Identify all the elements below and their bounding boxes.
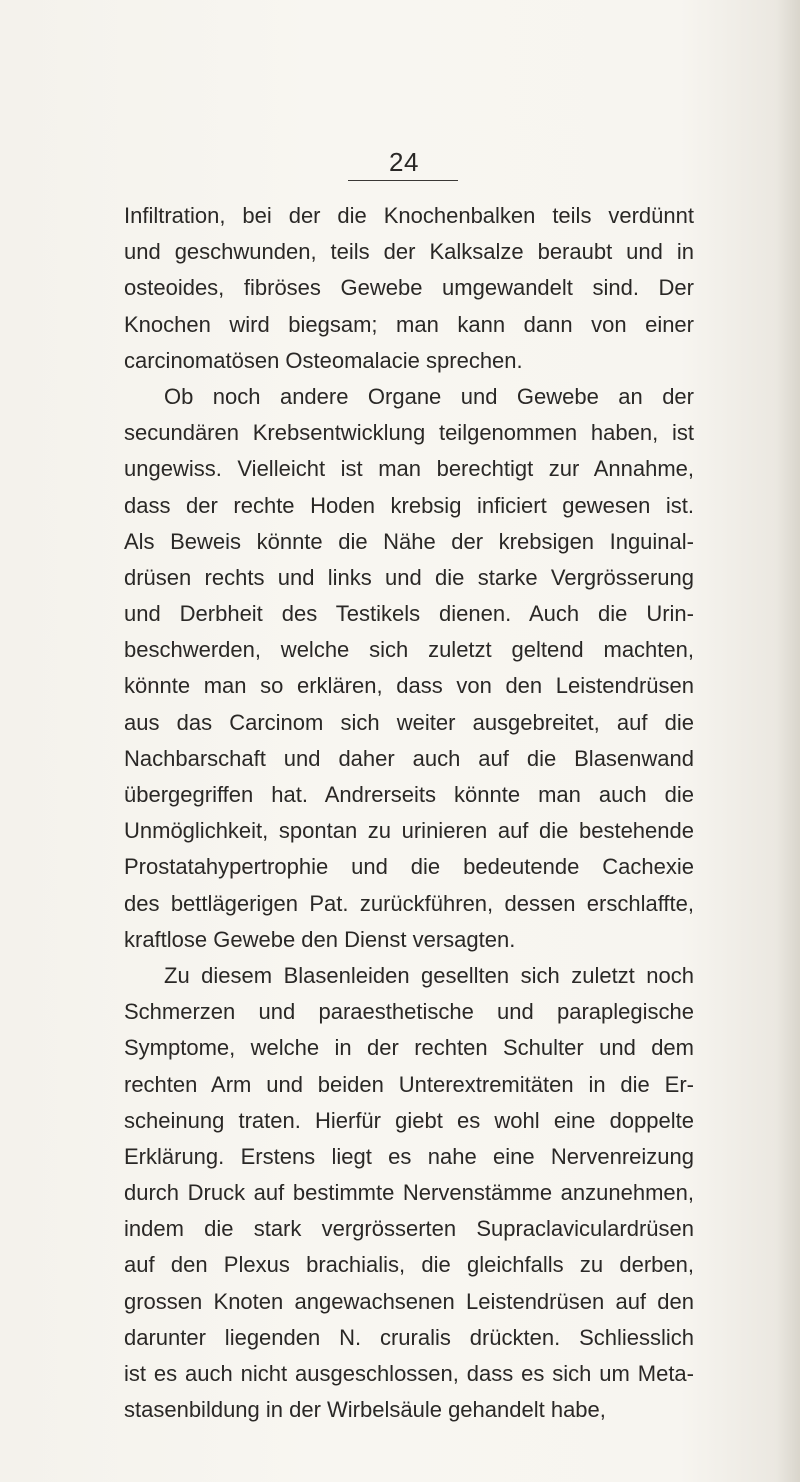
header-rule — [348, 180, 458, 181]
text-line: übergegriffen hat. Andrerseits könnte man auch die — [124, 782, 694, 807]
text-line: beschwerden, welche sich zuletzt geltend machten, — [124, 637, 694, 663]
body-text — [124, 198, 694, 1428]
text-line: und Derbheit des Testikels dienen. Auch die Urin- — [124, 601, 694, 627]
text-line: könnte man so erklären, dass von den Leistendrüsen — [124, 673, 694, 699]
page-number: 24 — [389, 147, 419, 177]
text-line: und geschwunden, teils der Kalksalze beraubt und in — [124, 239, 694, 265]
text-line: aus das Carcinom sich weiter ausgebreitet, auf die — [124, 709, 694, 735]
page-number-header — [358, 146, 450, 178]
text-line: kraftlose Gewebe den Dienst versagten. — [124, 926, 516, 952]
text-line: Infiltration, bei der die Knochenbalken teils verdünnt — [124, 203, 694, 228]
text-line: durch Druck auf bestimmte Nervenstämme anzunehmen, — [124, 1180, 694, 1206]
text-line: darunter liegenden N. cruralis drückten. Schliesslich — [124, 1324, 694, 1350]
text-line: Symptome, welche in der rechten Schulter und dem — [124, 1035, 694, 1061]
text-line: Unmöglichkeit, spontan zu urinieren auf die bestehende — [124, 818, 694, 844]
text-line: stasenbildung in der Wirbelsäule gehandelt habe, — [124, 1397, 606, 1423]
text-line: osteoides, fibröses Gewebe umgewandelt sind. Der — [124, 275, 694, 301]
text-line: grossen Knoten angewachsenen Leistendrüsen auf den — [124, 1288, 694, 1314]
text-line: ungewiss. Vielleicht ist man berechtigt zur Annahme, — [124, 456, 694, 482]
text-line: Ob noch andere Organe und Gewebe an der — [164, 383, 694, 409]
text-line: Zu diesem Blasenleiden gesellten sich zuletzt noch — [164, 962, 694, 988]
text-line: Knochen wird biegsam; man kann dann von einer — [124, 311, 694, 337]
paragraph — [124, 379, 694, 958]
text-line: secundären Krebsentwicklung teilgenommen haben, ist — [124, 420, 694, 446]
text-line: auf den Plexus brachialis, die gleichfalls zu derben, — [124, 1252, 694, 1278]
text-line: carcinomatösen Osteomalacie sprechen. — [124, 347, 523, 373]
text-line: des bettlägerigen Pat. zurückführen, dessen erschlaffte, — [124, 890, 694, 916]
text-line: Schmerzen und paraesthetische und paraplegische — [124, 999, 694, 1025]
text-line: indem die stark vergrösserten Supraclaviculardrüsen — [124, 1216, 694, 1242]
text-line: drüsen rechts und links und die starke Vergrösserung — [124, 564, 694, 590]
text-line: Nachbarschaft und daher auch auf die Blasenwand — [124, 745, 694, 771]
text-line: scheinung traten. Hierfür giebt es wohl eine doppelte — [124, 1107, 694, 1133]
text-line: Erklärung. Erstens liegt es nahe eine Nervenreizung — [124, 1143, 694, 1169]
paragraph — [124, 198, 694, 379]
text-line: rechten Arm und beiden Unterextremitäten in die Er- — [124, 1071, 694, 1097]
text-line: ist es auch nicht ausgeschlossen, dass es sich um Meta- — [124, 1361, 694, 1386]
text-line: Als Beweis könnte die Nähe der krebsigen Inguinal- — [124, 528, 694, 554]
text-line: dass der rechte Hoden krebsig inficiert gewesen ist. — [124, 492, 694, 518]
paragraph — [124, 958, 694, 1428]
text-line: Prostatahypertrophie und die bedeutende Cachexie — [124, 854, 694, 880]
